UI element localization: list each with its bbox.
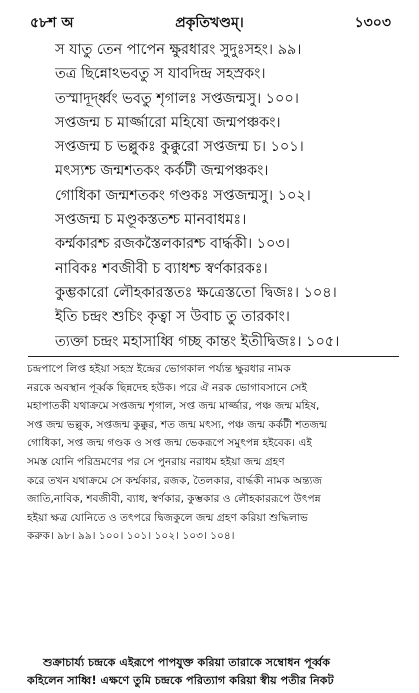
commentary-line: জাতি,নাবিক, শবজীবী, ব্যাধ, স্বর্ণকার, কুম্ভকার ও লৌহকাররূপে উৎপন্ন bbox=[27, 493, 321, 506]
verse-line: কর্ম্মকারশ্চ রজকস্তৈলকারশ্চ বার্দ্ধকী। ১০৩। bbox=[55, 236, 290, 253]
verse-line: সপ্তজন্ম চ মণ্ডূকস্ততশ্চ মানবাধমঃ। bbox=[55, 212, 247, 229]
commentary-line: করুক। ৯৮। ৯৯। ১০০। ১০১। ১০২। ১০৩। ১০৪। bbox=[27, 530, 235, 543]
commentary-line: সপ্ত জন্ম ভল্লুক, সপ্তজন্ম কুক্কুর, শত জন্ম মৎস্য, পঞ্চ জন্ম কর্কটী শতজন্ম bbox=[27, 418, 328, 431]
verse-line: নাবিকঃ শবজীবী চ ব্যাধশ্চ স্বর্ণকারকঃ। bbox=[55, 260, 268, 277]
verse-line: স যাতু তেন পাপেন ক্ষুরধারং সুদুঃসহং। ৯৯। bbox=[55, 42, 302, 58]
next-section bbox=[27, 654, 407, 690]
next-section-line: শুক্রাচার্য্য চন্দ্রকে এইরূপে পাপযুক্ত করিয়া তারাকে সম্বোধন পূর্ব্বক bbox=[43, 656, 331, 669]
section-title: প্রকৃতিখণ্ডম্। bbox=[175, 15, 244, 31]
verse-line: ইতি চন্দ্রং শুচিং কৃত্বা স উবাচ তু তারকাং। bbox=[55, 309, 290, 326]
commentary-line: নরকে অবস্থান পূর্ব্বক ছিন্নদেহ হউক। পরে ঐ নরক ভোগাবসানে সেই bbox=[27, 381, 307, 394]
bengali-commentary bbox=[27, 360, 405, 546]
commentary-line: হইয়া ক্ষত্র যোনিতে ও তৎপরে দ্বিজকুলে জন্ম গ্রহণ করিয়া শুদ্ধিলাভ bbox=[27, 511, 308, 524]
verse-line: গোধিকা জন্মশতকং গণ্ডকঃ সপ্তজন্মসু। ১০২। bbox=[55, 187, 311, 204]
verse-line: মৎস্যশ্চ জন্মশতকং কর্কটী জন্মপঞ্চকং। bbox=[55, 163, 269, 180]
commentary-line: চন্দ্রপাপে লিপ্ত হইয়া সহস্র ইন্দ্রের ভোগকাল পর্য্যন্ত ক্ষুরধার নামক bbox=[27, 363, 291, 375]
page-number: ১৩০৩ bbox=[354, 15, 391, 31]
verse-line: সপ্তজন্ম চ মার্জ্জারো মহিষো জন্মপঞ্চকং। bbox=[55, 114, 281, 131]
verse-line: কুম্ভকারো লৌহকারস্ততঃ ক্ষত্রেস্ততো দ্বিজঃ। ১০৪। bbox=[55, 284, 337, 301]
verse-line: তস্মাদূর্দ্ধ্বং ভবতু শৃগালঃ সপ্তজন্মসু। ১০০। bbox=[55, 90, 299, 107]
sanskrit-verses bbox=[55, 38, 405, 354]
page-header bbox=[22, 8, 397, 32]
section-divider bbox=[28, 356, 399, 357]
commentary-line: করে তখন যথাক্রমে সে কর্ম্মকার, রজক, তৈলকার, বার্দ্ধকী নামক অন্ত্যজ bbox=[27, 474, 323, 487]
commentary-line: গোধিকা, সপ্ত জন্ম গণ্ডক ও সপ্ত জন্ম ভেকরূপে সমুৎপন্ন হইবেক। এই bbox=[27, 437, 312, 450]
chapter-label: ৫৮শ অ bbox=[30, 15, 74, 31]
verse-line: সপ্তজন্ম চ ভল্লুকঃ কুক্কুরো সপ্তজন্ম চ। ১০১। bbox=[55, 139, 304, 156]
verse-line: তত্র ছিন্নোঽভবতু স যাবদিন্দ্র সহস্রকং। bbox=[55, 66, 266, 83]
next-section-line: কহিলেন সাধ্বি! এক্ষণে তুমি চন্দ্রকে পরিত্যাগ করিয়া স্বীয় পতীর নিকট bbox=[27, 674, 334, 687]
verse-line: ত্যক্তা চন্দ্রং মহাসাধ্বি গচ্ছ কান্তং ইতীদ্বিজঃ। ১০৫। bbox=[55, 333, 340, 350]
commentary-line: মহাপাতকী যথাক্রমে সপ্তজন্ম শৃগাল, সপ্ত জন্ম মার্জ্জার, পঞ্চ জন্ম মহিষ, bbox=[27, 400, 320, 413]
commentary-line: সমস্ত যোনি পরিভ্রমণের পর সে পুনরায় নরাধম হইয়া জন্ম গ্রহণ bbox=[27, 455, 285, 468]
